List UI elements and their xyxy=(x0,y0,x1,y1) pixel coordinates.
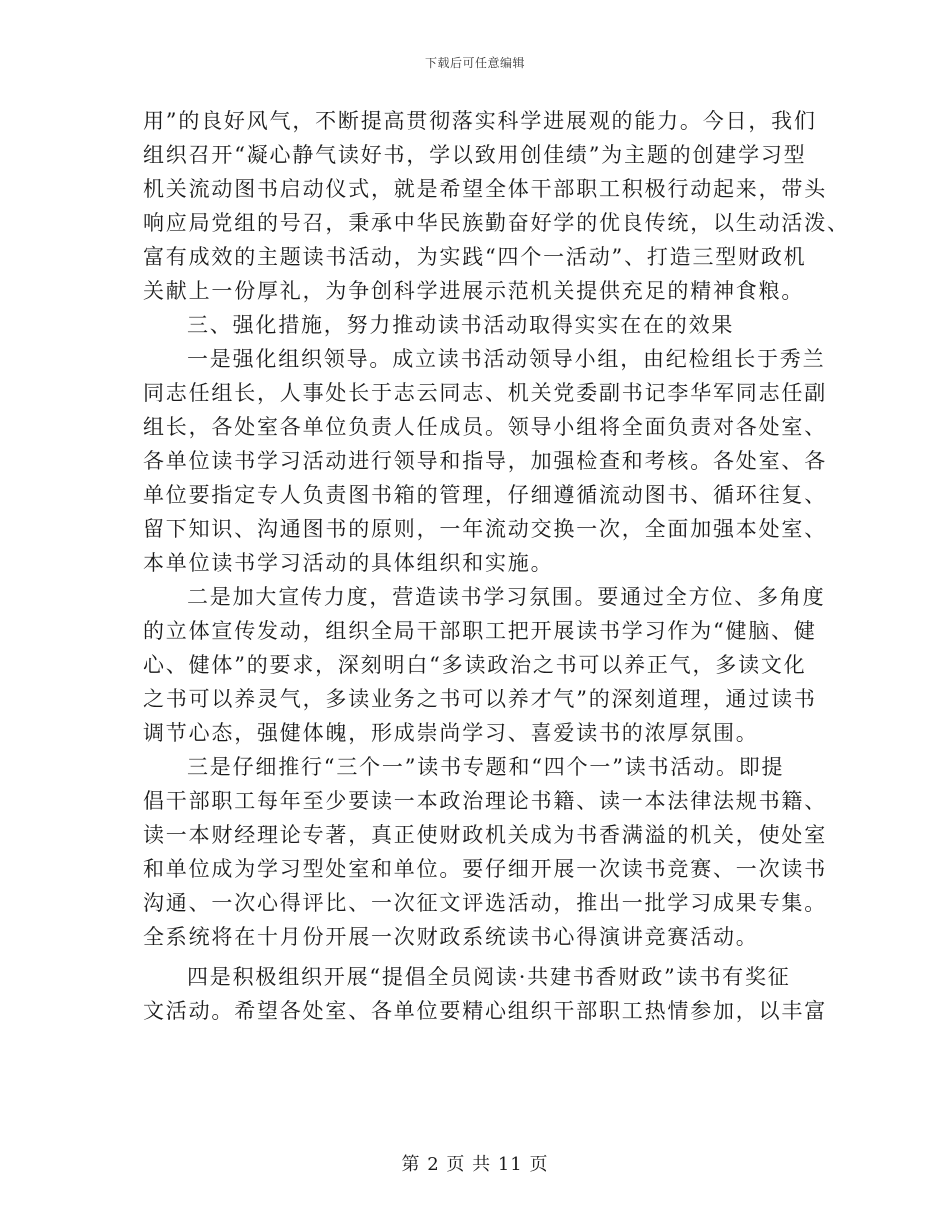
body-line: 全系统将在十月份开展一次财政系统读书心得演讲竞赛活动。 xyxy=(143,925,759,949)
body-line: 心、健体”的要求，深刻明白“多读政治之书可以养正气，多读文化 xyxy=(143,653,807,677)
body-line: 之书可以养灵气，多读业务之书可以养才气”的深刻道理，通过读书 xyxy=(143,687,817,711)
body-line: 沟通、一次心得评比、一次征文评选活动，推出一批学习成果专集。 xyxy=(143,891,827,915)
page-number-footer: 第 2 页 共 11 页 xyxy=(401,1154,549,1175)
body-line: 和单位成为学习型处室和单位。要仔细开展一次读书竞赛、一次读书 xyxy=(143,857,827,881)
body-line: 各单位读书学习活动进行领导和指导，加强检查和考核。各处室、各 xyxy=(143,449,827,473)
paragraph-start-line: 三是仔细推行“三个一”读书专题和“四个一”读书活动。即提 xyxy=(187,755,785,779)
body-line: 的立体宣传发动，组织全局干部职工把开展读书学习作为“健脑、健 xyxy=(143,619,817,643)
body-line: 同志任组长，人事处长于志云同志、机关党委副书记李华军同志任副 xyxy=(143,381,827,405)
body-line: 留下知识、沟通图书的原则，一年流动交换一次，全面加强本处室、 xyxy=(143,517,827,541)
body-line: 本单位读书学习活动的具体组织和实施。 xyxy=(143,551,554,575)
body-line: 文活动。希望各处室、各单位要精心组织干部职工热情参加，以丰富 xyxy=(143,999,827,1023)
body-line: 响应局党组的号召，秉承中华民族勤奋好学的优良传统，以生动活泼、 xyxy=(143,211,850,235)
body-line: 单位要指定专人负责图书箱的管理，仔细遵循流动图书、循环往复、 xyxy=(143,483,827,507)
section-heading: 三、强化措施，努力推动读书活动取得实实在在的效果 xyxy=(187,313,735,337)
paragraph-start-line: 四是积极组织开展“提倡全员阅读·共建书香财政”读书有奖征 xyxy=(187,965,791,989)
body-line: 读一本财经理论专著，真正使财政机关成为书香满溢的机关，使处室 xyxy=(143,823,827,847)
body-line: 倡干部职工每年至少要读一本政治理论书籍、读一本法律法规书籍、 xyxy=(143,789,827,813)
paragraph-start-line: 二是加大宣传力度，营造读书学习氛围。要通过全方位、多角度 xyxy=(187,585,826,609)
body-line: 富有成效的主题读书活动，为实践“四个一活动”、打造三型财政机 xyxy=(143,245,807,269)
page-header: 下载后可任意编辑 xyxy=(424,56,525,70)
document-body xyxy=(143,104,850,1028)
body-line: 组长，各处室各单位负责人任成员。领导小组将全面负责对各处室、 xyxy=(143,415,827,439)
body-line: 关献上一份厚礼，为争创科学进展示范机关提供充足的精神食粮。 xyxy=(143,279,805,303)
body-line: 调节心态，强健体魄，形成崇尚学习、喜爱读书的浓厚氛围。 xyxy=(143,721,759,745)
body-line: 机关流动图书启动仪式，就是希望全体干部职工积极行动起来，带头 xyxy=(143,177,827,201)
body-line: 用”的良好风气，不断提高贯彻落实科学进展观的能力。今日，我们 xyxy=(143,109,817,133)
body-line: 组织召开“凝心静气读好书，学以致用创佳绩”为主题的创建学习型 xyxy=(143,143,807,167)
paragraph-start-line: 一是强化组织领导。成立读书活动领导小组，由纪检组长于秀兰 xyxy=(187,347,826,371)
